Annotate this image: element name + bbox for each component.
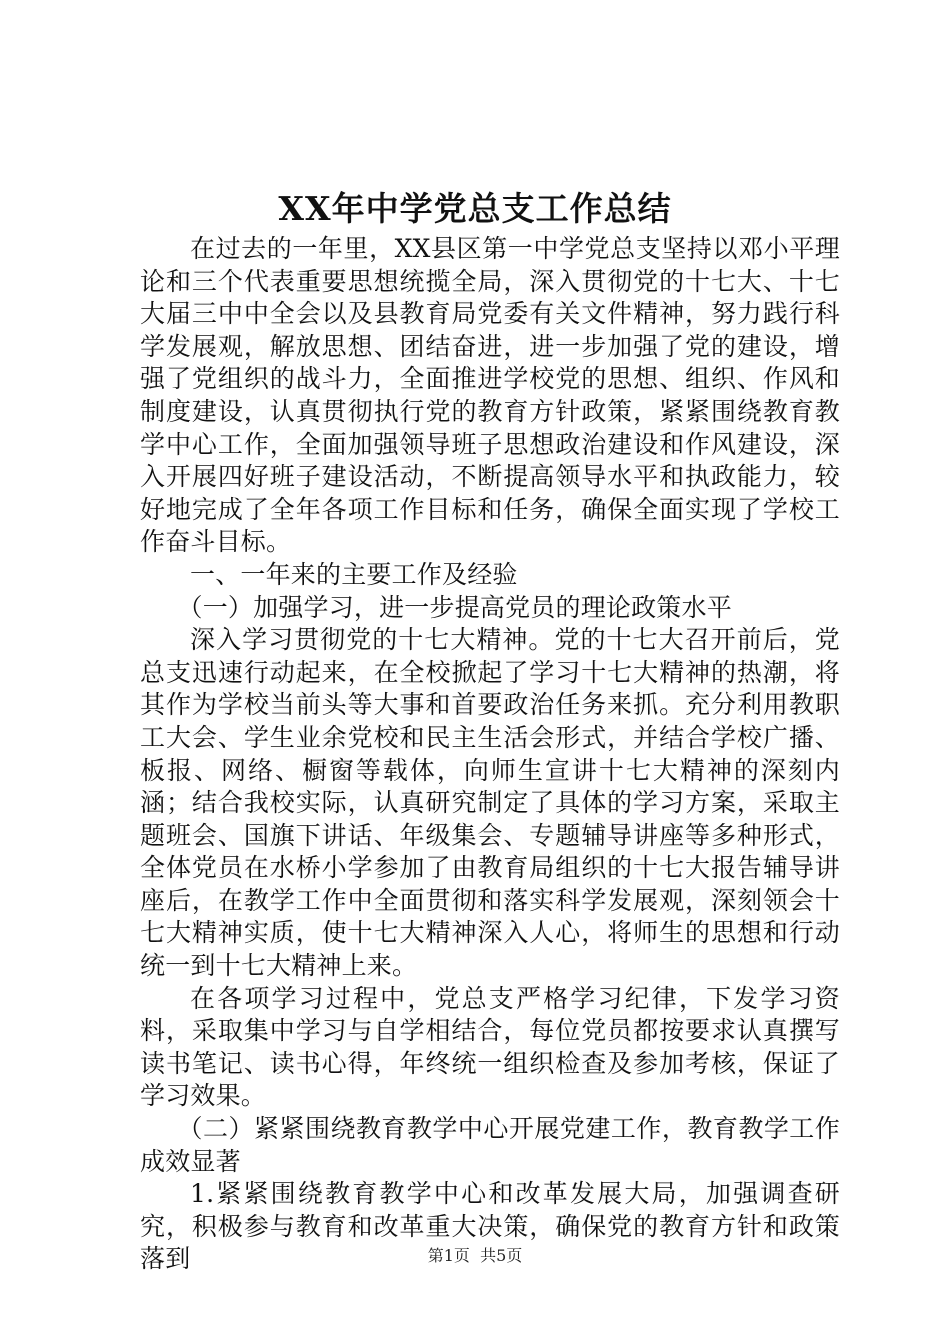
page-number: 第1页: [427, 1246, 470, 1265]
subsection-heading: （二）紧紧围绕教育教学中心开展党建工作，教育教学工作成效显著: [140, 1114, 840, 1176]
subsection-heading: （一）加强学习，进一步提高党员的理论政策水平: [177, 592, 732, 622]
intro-paragraph: 在过去的一年里，XX县区第一中学党总支坚持以邓小平理论和三个代表重要思想统揽全局，深入贯彻党的十七大、十七大届三中中全会以及县教育局党委有关文件精神，努力践行科学发展观，解放思想、团结奋进，进一步加强了党的建设，增强了党组织的战斗力，全面推进学校党的思想、组织、作风和制度建设，认真贯彻执行党的教育方针政策，紧紧围绕教育教学中心工作，全面加强领导班子思想政治建设和作风建设，深入开展四好班子建设活动，不断提高领导水平和执政能力，较好地完成了全年各项工作目标和任务，确保全面实现了学校工作奋斗目标。: [140, 234, 840, 557]
document-body: [140, 233, 840, 1276]
page-footer: [0, 1246, 950, 1266]
body-paragraph: 1.紧紧围绕教育教学中心和改革发展大局，加强调查研究，积极参与教育和改革重大决策，确保党的教育方针和政策落到: [140, 1179, 840, 1274]
section-heading: 一、一年来的主要工作及经验: [190, 559, 518, 589]
body-paragraph: 深入学习贯彻党的十七大精神。党的十七大召开前后，党总支迅速行动起来，在全校掀起了学习十七大精神的热潮，将其作为学校当前头等大事和首要政治任务来抓。充分利用教职工大会、学生业余党校和民主生活会形式，并结合学校广播、板报、网络、橱窗等载体，向师生宣讲十七大精神的深刻内涵；结合我校实际，认真研究制定了具体的学习方案，采取主题班会、国旗下讲话、年级集会、专题辅导讲座等多种形式，全体党员在水桥小学参加了由教育局组织的十七大报告辅导讲座后，在教学工作中全面贯彻和落实科学发展观，深刻领会十七大精神实质，使十七大精神深入人心，将师生的思想和行动统一到十七大精神上来。: [140, 625, 840, 981]
page-title: XX年中学党总支工作总结: [278, 189, 672, 228]
page-total: 共5页: [480, 1246, 523, 1265]
body-paragraph: 在各项学习过程中，党总支严格学习纪律，下发学习资料，采取集中学习与自学相结合，每位党员都按要求认真撰写读书笔记、读书心得，年终统一组织检查及参加考核，保证了学习效果。: [140, 983, 840, 1111]
